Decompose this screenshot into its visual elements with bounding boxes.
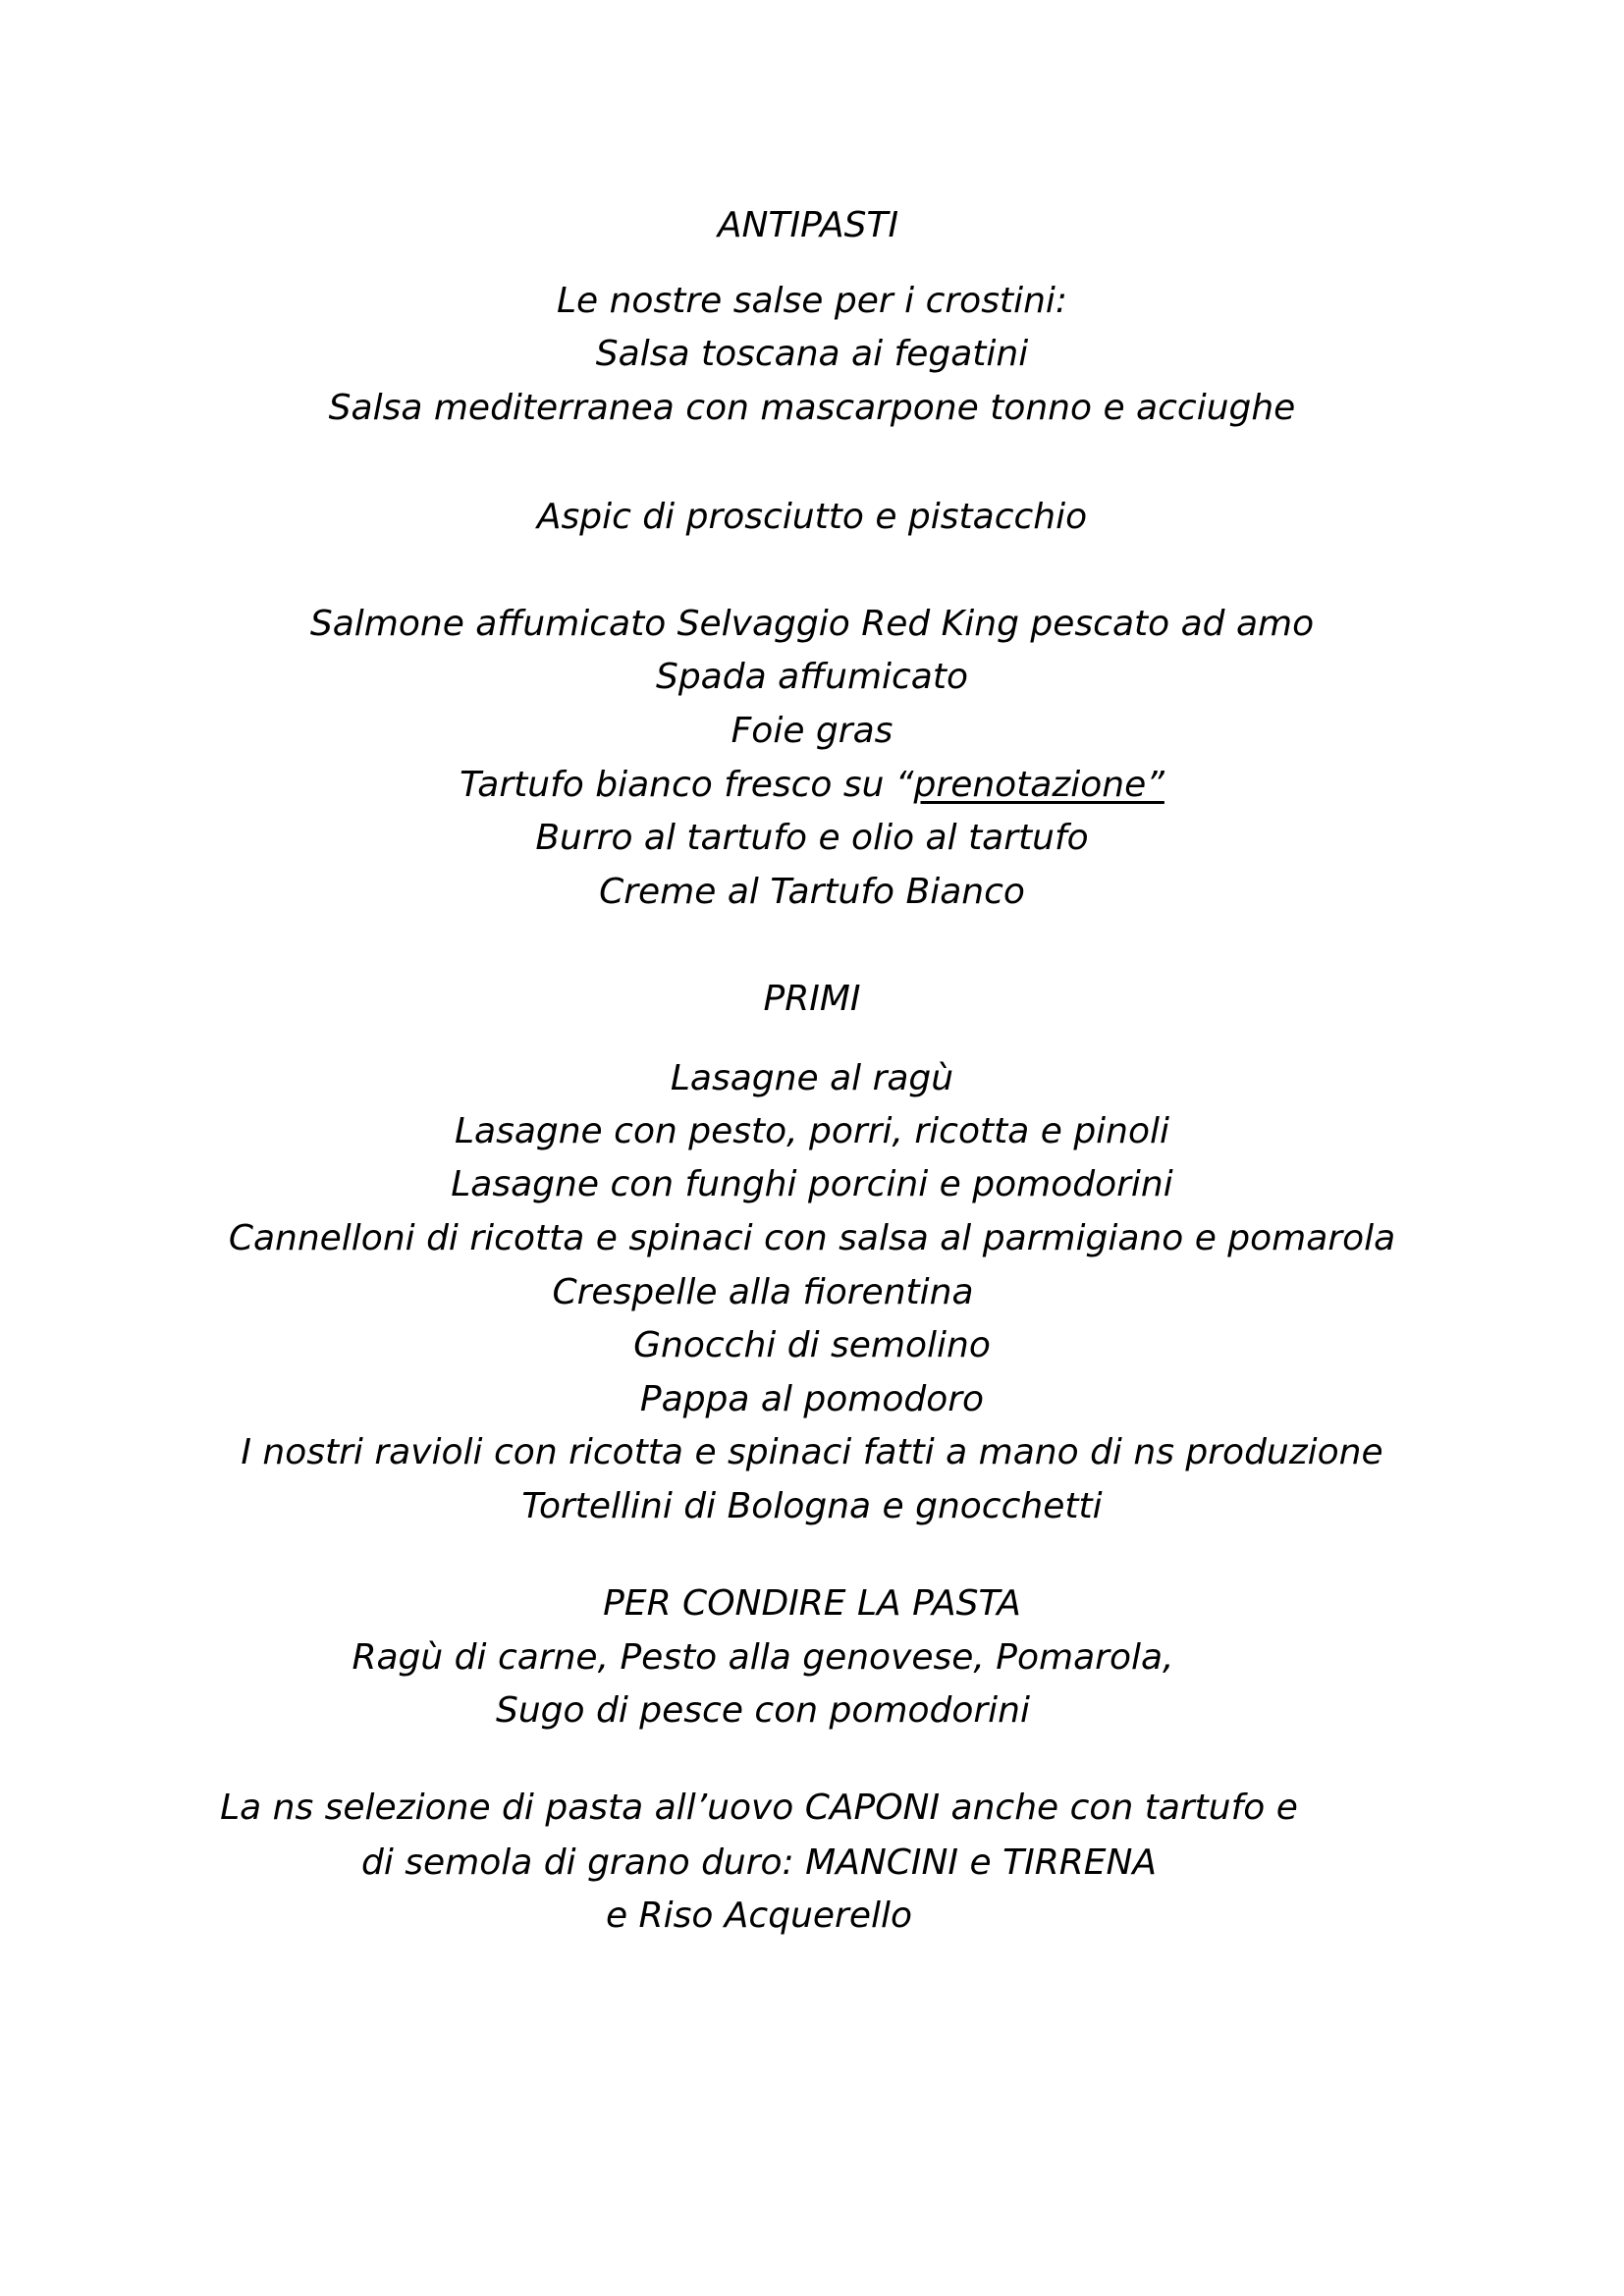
condire-heading: PER CONDIRE LA PASTA bbox=[603, 1583, 1021, 1624]
primi-item: Lasagne con funghi porcini e pomodorini bbox=[451, 1164, 1173, 1204]
salsa-mediterranea: Salsa mediterranea con mascarpone tonno e acciughe bbox=[328, 388, 1296, 428]
primi-item: Crespelle alla fiorentina bbox=[552, 1272, 974, 1312]
salsa-toscana: Salsa toscana ai fegatini bbox=[595, 334, 1029, 374]
aspic: Aspic di prosciutto e pistacchio bbox=[536, 497, 1088, 537]
primi-heading: PRIMI bbox=[763, 979, 861, 1019]
burro-tartufo: Burro al tartufo e olio al tartufo bbox=[535, 818, 1089, 858]
prenotazione-link[interactable]: prenotazione” bbox=[913, 765, 1164, 805]
primi-item: Pappa al pomodoro bbox=[639, 1379, 985, 1419]
selezione-line: La ns selezione di pasta all’uovo CAPONI anche con tartufo e bbox=[220, 1788, 1298, 1828]
condire-line: Ragù di carne, Pesto alla genovese, Pomarola, bbox=[352, 1637, 1174, 1678]
primi-item: Lasagne con pesto, porri, ricotta e pinoli bbox=[454, 1111, 1170, 1151]
primi-item: Tortellini di Bologna e gnocchetti bbox=[521, 1486, 1103, 1526]
salse-intro: Le nostre salse per i crostini: bbox=[556, 281, 1068, 321]
selezione-line: e Riso Acquerello bbox=[605, 1896, 913, 1936]
primi-item: Lasagne al ragù bbox=[670, 1058, 954, 1098]
selezione-line: di semola di grano duro: MANCINI e TIRRENA bbox=[360, 1842, 1158, 1883]
primi-item: I nostri ravioli con ricotta e spinaci fatti a mano di ns produzione bbox=[241, 1432, 1383, 1472]
condire-line: Sugo di pesce con pomodorini bbox=[496, 1690, 1030, 1731]
spada: Spada affumicato bbox=[655, 657, 969, 697]
primi-item: Cannelloni di ricotta e spinaci con salsa al parmigiano e pomarola bbox=[228, 1218, 1396, 1258]
salmone: Salmone affumicato Selvaggio Red King pescato ad amo bbox=[309, 604, 1315, 644]
tartufo-bianco bbox=[0, 764, 1624, 807]
antipasti-heading: ANTIPASTI bbox=[717, 205, 899, 245]
creme-tartufo: Creme al Tartufo Bianco bbox=[599, 872, 1025, 912]
tartufo-text: Tartufo bianco fresco su “ bbox=[460, 765, 914, 805]
foie-gras: Foie gras bbox=[731, 711, 893, 751]
primi-item: Gnocchi di semolino bbox=[633, 1325, 991, 1365]
